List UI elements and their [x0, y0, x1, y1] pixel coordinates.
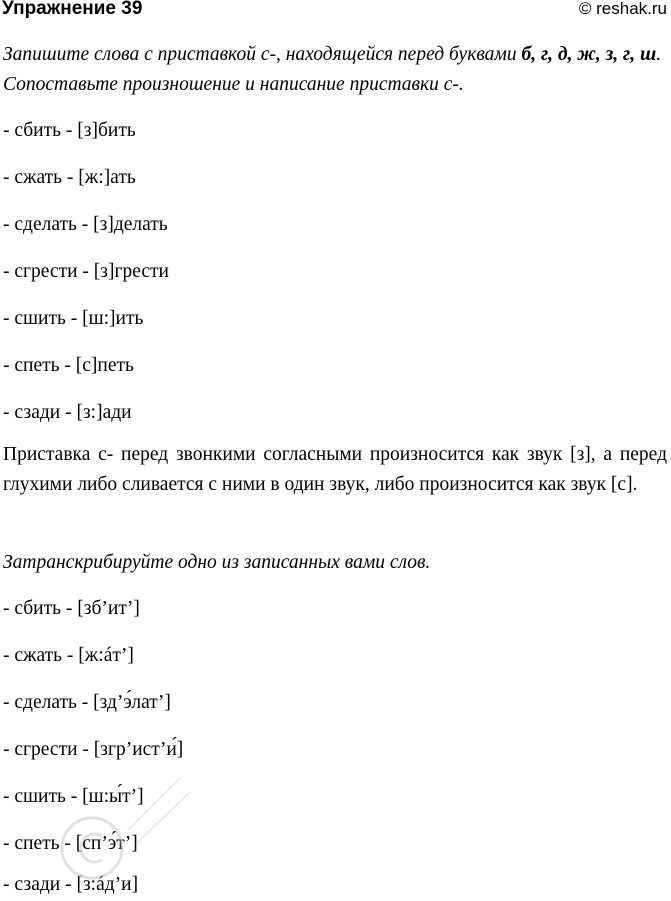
task-instruction-2: Затранскрибируйте одно из записанных вами слов.: [3, 552, 431, 573]
task-text-b: . Сопоставьте произношение и написание приставки с-.: [3, 44, 662, 95]
list-item: - сделать - [зд’э́лат’]: [3, 692, 171, 713]
page-header: [0, 0, 671, 26]
list-item: - сжать - [ж:]ать: [3, 167, 136, 188]
list-item: - сжать - [ж:áт’]: [3, 645, 134, 666]
list-item: - спеть - [с]петь: [3, 355, 134, 376]
list-item: - сбить - [зб’ит’]: [3, 598, 140, 619]
exercise-title: Упражнение 39: [2, 0, 143, 19]
list-item: - сделать - [з]делать: [3, 214, 168, 235]
list-item: - сгрести - [згр’ист’и́]: [3, 739, 184, 760]
list-item: - спеть - [сп’э́т’]: [3, 833, 138, 854]
task-letters-1: б, г, д,: [521, 44, 573, 65]
list-item: - сзади - [з:]ади: [3, 402, 132, 423]
task-instruction-1: [3, 40, 667, 100]
list-item: - сшить - [ш:]ить: [3, 308, 144, 329]
list-item: - сбить - [з]бить: [3, 120, 136, 141]
list-item: - сгрести - [з]грести: [3, 261, 169, 282]
task-text-a: Запишите слова с приставкой с-, находящейся перед буквами: [3, 44, 522, 65]
list-item: - сзади - [з:áд’и]: [3, 874, 139, 895]
rule-paragraph: Приставка с- перед звонкими согласными произносится как звук [з], а перед глухими либо сливается с ними в один звук, либо произносится как звук [с].: [3, 444, 667, 495]
list-item: - сшить - [ш:ы́т’]: [3, 786, 144, 807]
site-credit[interactable]: © reshak.ru: [578, 0, 667, 18]
task-letters-2: ж, з, г, ш: [577, 44, 657, 65]
